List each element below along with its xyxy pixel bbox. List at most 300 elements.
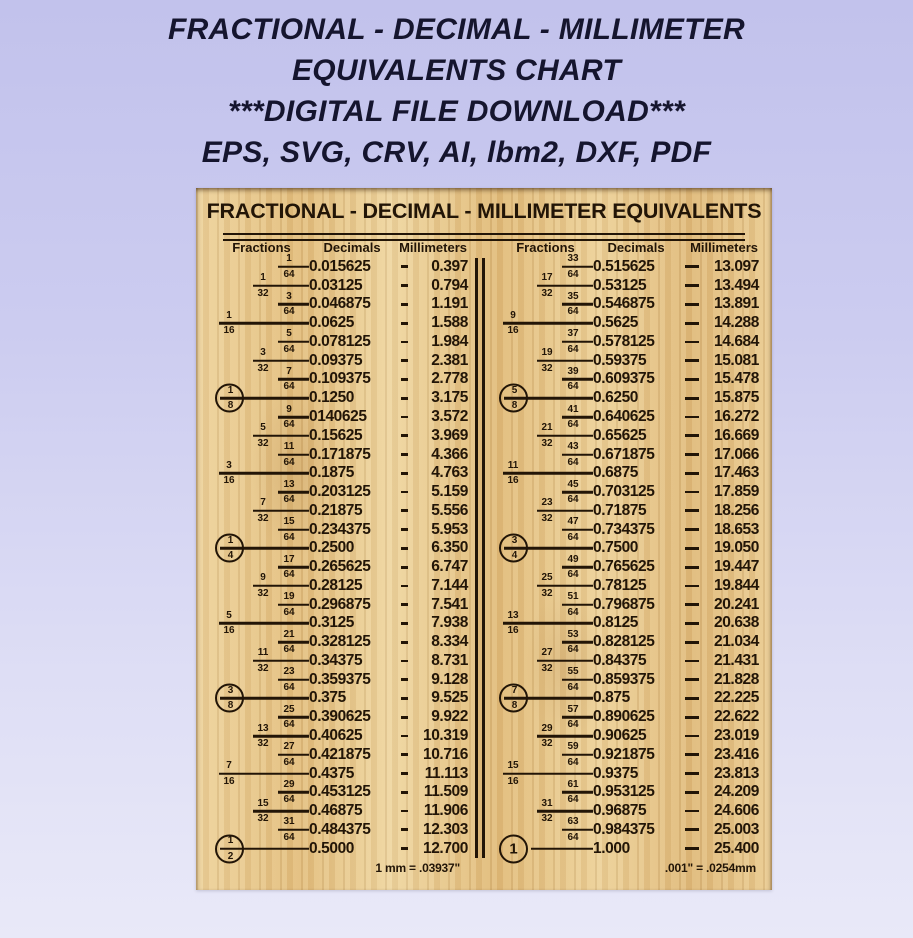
decimal-value: 0.078125 bbox=[309, 332, 371, 350]
mm-value: 17.859 bbox=[713, 483, 759, 501]
leader-dash bbox=[685, 453, 699, 456]
fraction-denominator: 64 bbox=[567, 606, 579, 618]
fraction-numerator: 17 bbox=[541, 272, 553, 284]
decimal-value: 0140625 bbox=[309, 408, 367, 425]
mm-value: 8.731 bbox=[431, 651, 468, 669]
mm-value: 0.397 bbox=[431, 257, 468, 275]
decimal-value: 0.9375 bbox=[593, 764, 639, 782]
fraction-leader-bar bbox=[253, 585, 309, 588]
leader-dash bbox=[401, 753, 408, 756]
fraction-denominator: 32 bbox=[541, 287, 553, 299]
decimal-value: 0.203125 bbox=[309, 483, 371, 501]
mm-value: 5.159 bbox=[431, 483, 468, 501]
fraction-leader-bar bbox=[278, 754, 309, 757]
leader-dash bbox=[401, 378, 408, 381]
decimal-value: 0.703125 bbox=[593, 483, 655, 501]
mm-value: 8.334 bbox=[431, 633, 468, 651]
column-headers bbox=[214, 240, 468, 258]
decimal-value: 0.5000 bbox=[309, 839, 355, 857]
fraction-denominator: 64 bbox=[283, 306, 295, 318]
fraction-leader-bar bbox=[562, 528, 593, 531]
mm-value: 20.638 bbox=[713, 614, 759, 632]
leader-dash bbox=[401, 585, 408, 588]
fraction-leader-bar bbox=[253, 735, 309, 738]
mm-value: 3.969 bbox=[431, 426, 468, 444]
leader-dash bbox=[401, 547, 408, 550]
chart-board bbox=[196, 188, 772, 890]
decimal-value: 0.359375 bbox=[309, 670, 371, 688]
decimal-value: 0.65625 bbox=[593, 426, 647, 444]
fraction-numerator: 21 bbox=[541, 422, 553, 434]
fraction-numerator: 57 bbox=[567, 703, 579, 715]
leader-dash bbox=[685, 434, 699, 437]
fraction-numerator: 11 bbox=[283, 441, 295, 453]
leader-dash bbox=[401, 810, 408, 813]
leader-dash bbox=[401, 660, 408, 663]
leader-dash bbox=[401, 472, 408, 475]
decimal-value: 0.921875 bbox=[593, 745, 655, 763]
fraction-numerator: 13 bbox=[507, 609, 519, 621]
decimal-value: 0.578125 bbox=[593, 332, 655, 350]
decimal-value: 0.1875 bbox=[309, 464, 355, 482]
decimal-value: 0.484375 bbox=[309, 820, 371, 838]
leader-dash bbox=[401, 716, 408, 719]
fraction-denominator: 32 bbox=[257, 512, 269, 524]
fraction-numerator: 9 bbox=[260, 572, 266, 584]
mm-value: 2.778 bbox=[431, 370, 468, 388]
leader-dash bbox=[685, 622, 699, 625]
fraction-leader-bar bbox=[278, 641, 309, 644]
leader-dash bbox=[685, 265, 699, 268]
fraction-numerator: 1 bbox=[226, 309, 232, 321]
leader-dash bbox=[401, 603, 408, 606]
fraction-numerator: 51 bbox=[567, 591, 579, 603]
leader-dash bbox=[401, 303, 408, 306]
leader-dash bbox=[685, 603, 699, 606]
fraction-numerator: 5 bbox=[511, 384, 518, 396]
decimal-value: 0.671875 bbox=[593, 445, 655, 463]
fraction-numerator: 7 bbox=[511, 685, 518, 696]
column-header-millimeters: Millimeters bbox=[690, 240, 758, 255]
fraction-denominator: 64 bbox=[567, 268, 579, 280]
mm-value: 5.556 bbox=[431, 501, 468, 519]
decimal-value: 0.2500 bbox=[309, 539, 355, 557]
listing-title-line3: ***DIGITAL FILE DOWNLOAD*** bbox=[227, 95, 685, 128]
fraction-denominator: 16 bbox=[223, 775, 235, 787]
fraction-numerator: 43 bbox=[567, 441, 579, 453]
mm-value: 17.463 bbox=[713, 464, 759, 482]
leader-dash bbox=[401, 735, 408, 738]
fraction-numerator: 19 bbox=[541, 347, 553, 359]
fraction-numerator: 1 bbox=[227, 835, 234, 847]
decimal-value: 0.3125 bbox=[309, 614, 355, 632]
whole-number-circle: 1 bbox=[499, 834, 528, 863]
fraction-denominator: 32 bbox=[257, 287, 269, 299]
fraction-leader-bar bbox=[253, 284, 309, 287]
decimal-value: 0.8125 bbox=[593, 614, 639, 632]
fraction-leader-bar bbox=[562, 829, 593, 832]
decimal-value: 0.453125 bbox=[309, 783, 371, 801]
fraction-denominator: 32 bbox=[541, 437, 553, 449]
fraction-numerator: 15 bbox=[283, 516, 295, 528]
fraction-leader-bar bbox=[537, 510, 593, 513]
listing-title-line4: EPS, SVG, CRV, AI, lbm2, DXF, PDF bbox=[201, 136, 712, 169]
fraction-numerator: 25 bbox=[283, 703, 295, 715]
fraction-numerator: 3 bbox=[260, 347, 266, 359]
mm-value: 15.478 bbox=[713, 370, 759, 388]
leader-dash bbox=[685, 660, 699, 663]
fraction-denominator: 64 bbox=[567, 569, 579, 581]
fraction-leader-bar bbox=[278, 266, 309, 269]
fraction-leader-bar bbox=[537, 735, 593, 738]
fraction-leader-bar bbox=[278, 791, 309, 794]
decimal-value: 0.609375 bbox=[593, 370, 655, 388]
leader-dash bbox=[685, 341, 699, 344]
mm-value: 19.844 bbox=[713, 576, 759, 594]
mm-value: 0.794 bbox=[431, 276, 468, 294]
leader-dash bbox=[685, 547, 699, 550]
fraction-leader-bar bbox=[537, 284, 593, 287]
fraction-leader-bar bbox=[278, 716, 309, 719]
leader-dash bbox=[685, 491, 699, 494]
fraction-denominator: 16 bbox=[507, 625, 519, 637]
fraction-leader-bar bbox=[253, 810, 309, 813]
fraction-numerator: 7 bbox=[286, 365, 292, 377]
fraction-leader-bar bbox=[562, 716, 593, 719]
mm-value: 21.431 bbox=[713, 651, 759, 669]
fraction-numerator: 53 bbox=[567, 628, 579, 640]
fraction-numerator: 3 bbox=[286, 290, 292, 302]
mm-value: 6.350 bbox=[431, 539, 468, 557]
leader-dash bbox=[401, 434, 408, 437]
mm-value: 23.813 bbox=[713, 764, 759, 782]
leader-dash bbox=[685, 678, 699, 681]
fraction-numerator: 11 bbox=[507, 459, 519, 471]
fraction-denominator: 64 bbox=[283, 794, 295, 806]
fraction-numerator: 3 bbox=[226, 459, 232, 471]
decimal-value: 0.53125 bbox=[593, 276, 647, 294]
leader-dash bbox=[685, 735, 699, 738]
leader-dash bbox=[685, 772, 699, 775]
fraction-denominator: 64 bbox=[567, 456, 579, 468]
fraction-leader-bar bbox=[278, 453, 309, 456]
decimal-value: 0.328125 bbox=[309, 633, 371, 651]
mm-value: 7.541 bbox=[431, 595, 468, 613]
decimal-value: 0.21875 bbox=[309, 501, 363, 519]
fraction-denominator: 8 bbox=[227, 700, 234, 712]
column-header-decimals: Decimals bbox=[607, 240, 665, 255]
fraction-denominator: 16 bbox=[223, 475, 235, 487]
fraction-leader-bar bbox=[253, 660, 309, 663]
fraction-denominator: 64 bbox=[283, 456, 295, 468]
leader-dash bbox=[685, 322, 699, 325]
fraction-numerator: 19 bbox=[283, 591, 295, 603]
listing-title-line2: EQUIVALENTS CHART bbox=[291, 54, 621, 87]
decimal-value: 0.40625 bbox=[309, 727, 363, 745]
mm-value: 23.019 bbox=[713, 727, 759, 745]
fraction-leader-bar bbox=[278, 829, 309, 832]
decimal-value: 0.015625 bbox=[309, 257, 371, 275]
mm-value: 4.366 bbox=[431, 445, 468, 463]
mm-value: 14.684 bbox=[713, 332, 759, 350]
mm-value: 16.669 bbox=[713, 426, 759, 444]
column-headers bbox=[498, 240, 759, 258]
fraction-numerator: 9 bbox=[286, 403, 292, 415]
fraction-denominator: 16 bbox=[507, 475, 519, 487]
fraction-leader-bar bbox=[562, 303, 593, 306]
mm-value: 15.081 bbox=[713, 351, 759, 369]
fraction-numerator: 7 bbox=[260, 497, 266, 509]
fraction-numerator: 1 bbox=[227, 534, 234, 546]
fraction-leader-bar bbox=[503, 472, 593, 475]
leader-dash bbox=[685, 566, 699, 569]
fraction-denominator: 32 bbox=[541, 512, 553, 524]
fraction-leader-bar bbox=[562, 566, 593, 569]
decimal-value: 0.234375 bbox=[309, 520, 371, 538]
fraction-denominator: 64 bbox=[283, 419, 295, 430]
fraction-numerator: 23 bbox=[541, 497, 553, 509]
decimal-value: 0.109375 bbox=[309, 370, 371, 388]
fraction-denominator: 16 bbox=[507, 775, 519, 787]
fraction-denominator: 32 bbox=[541, 813, 553, 825]
fraction-denominator: 8 bbox=[511, 700, 518, 712]
mm-value: 12.700 bbox=[422, 839, 468, 857]
fraction-leader-bar bbox=[562, 791, 593, 794]
fraction-denominator: 8 bbox=[227, 400, 234, 412]
fraction-numerator: 63 bbox=[567, 816, 579, 828]
decimal-value: 0.15625 bbox=[309, 426, 363, 444]
mm-value: 14.288 bbox=[713, 314, 759, 332]
fraction-numerator: 15 bbox=[507, 760, 519, 772]
fraction-numerator: 9 bbox=[510, 309, 516, 321]
left-table bbox=[214, 240, 468, 862]
fraction-denominator: 64 bbox=[283, 494, 295, 506]
leader-dash bbox=[401, 397, 408, 400]
mm-value: 12.303 bbox=[422, 820, 468, 838]
fraction-leader-bar bbox=[503, 772, 593, 775]
mm-value: 13.891 bbox=[713, 295, 759, 313]
decimal-value: 0.859375 bbox=[593, 670, 655, 688]
leader-dash bbox=[401, 265, 408, 268]
fraction-denominator: 64 bbox=[567, 719, 579, 731]
column-header-fractions: Fractions bbox=[232, 240, 291, 255]
fraction-denominator: 64 bbox=[567, 831, 579, 843]
fraction-denominator: 64 bbox=[283, 569, 295, 581]
leader-dash bbox=[685, 359, 699, 362]
fraction-leader-bar bbox=[278, 378, 309, 381]
decimal-value: 0.6250 bbox=[593, 389, 639, 407]
leader-dash bbox=[685, 641, 699, 644]
leader-dash bbox=[401, 828, 408, 831]
decimal-value: 0.78125 bbox=[593, 576, 647, 594]
fraction-numerator: 3 bbox=[227, 685, 234, 696]
decimal-value: 1.000 bbox=[593, 839, 630, 857]
leader-dash bbox=[401, 509, 408, 512]
fraction-numerator: 55 bbox=[567, 666, 579, 678]
column-header-decimals: Decimals bbox=[323, 240, 381, 255]
mm-value: 22.225 bbox=[713, 689, 759, 707]
mm-value: 24.606 bbox=[713, 802, 759, 820]
fraction-denominator: 32 bbox=[541, 662, 553, 674]
mm-value: 18.653 bbox=[713, 520, 759, 538]
fraction-numerator: 33 bbox=[567, 253, 579, 265]
fraction-denominator: 32 bbox=[257, 362, 269, 374]
fraction-leader-bar bbox=[531, 847, 593, 850]
fraction-denominator: 32 bbox=[541, 738, 553, 750]
mm-value: 3.175 bbox=[431, 389, 468, 407]
mm-value: 7.938 bbox=[431, 614, 468, 632]
mm-value: 24.209 bbox=[713, 783, 759, 801]
fraction-denominator: 32 bbox=[541, 362, 553, 374]
fraction-denominator: 16 bbox=[223, 325, 235, 337]
leader-dash bbox=[401, 847, 408, 850]
leader-dash bbox=[401, 772, 408, 775]
leader-dash bbox=[401, 566, 408, 569]
decimal-value: 0.90625 bbox=[593, 727, 647, 745]
leader-dash bbox=[401, 341, 408, 344]
mm-value: 17.066 bbox=[713, 445, 759, 463]
decimal-value: 0.171875 bbox=[309, 445, 371, 463]
fraction-leader-bar bbox=[278, 491, 309, 494]
mm-value: 6.747 bbox=[431, 558, 468, 576]
fraction-numerator: 61 bbox=[567, 778, 579, 790]
mm-value: 2.381 bbox=[431, 351, 468, 369]
leader-dash bbox=[685, 284, 699, 287]
decimal-value: 0.390625 bbox=[309, 708, 371, 726]
mm-value: 22.622 bbox=[713, 708, 759, 726]
leader-dash bbox=[685, 416, 699, 419]
fraction-numerator: 47 bbox=[567, 516, 579, 528]
leader-dash bbox=[401, 641, 408, 644]
fraction-numerator: 27 bbox=[541, 647, 553, 659]
fraction-numerator: 29 bbox=[541, 722, 553, 734]
leader-dash bbox=[685, 828, 699, 831]
mm-value: 11.906 bbox=[423, 802, 468, 820]
mm-value: 5.953 bbox=[431, 520, 468, 538]
leader-dash bbox=[401, 284, 408, 287]
fraction-leader-bar bbox=[278, 303, 309, 306]
decimal-value: 0.546875 bbox=[593, 295, 655, 313]
fraction-leader-bar bbox=[562, 341, 593, 344]
fraction-leader-bar bbox=[278, 566, 309, 569]
mm-value: 7.144 bbox=[431, 576, 468, 594]
board-title: FRACTIONAL - DECIMAL - MILLIMETER EQUIVALENTS bbox=[206, 199, 762, 223]
fraction-numerator: 1 bbox=[227, 384, 234, 396]
center-double-divider bbox=[475, 258, 485, 858]
fraction-denominator: 32 bbox=[257, 437, 269, 449]
fraction-denominator: 64 bbox=[283, 381, 295, 393]
mm-value: 15.875 bbox=[713, 389, 759, 407]
fraction-denominator: 64 bbox=[567, 644, 579, 656]
fraction-leader-bar bbox=[278, 416, 309, 419]
mm-value: 1.191 bbox=[431, 295, 468, 313]
fraction-leader-bar bbox=[537, 660, 593, 663]
fraction-numerator: 39 bbox=[567, 365, 579, 377]
decimal-value: 0.5625 bbox=[593, 314, 639, 332]
fraction-leader-bar bbox=[278, 678, 309, 681]
fraction-leader-bar bbox=[562, 641, 593, 644]
decimal-value: 0.71875 bbox=[593, 501, 647, 519]
fraction-denominator: 64 bbox=[283, 268, 295, 280]
decimal-value: 0.7500 bbox=[593, 539, 639, 557]
mm-value: 13.097 bbox=[713, 257, 759, 275]
mm-value: 25.003 bbox=[713, 820, 759, 838]
fraction-leader-bar bbox=[219, 772, 309, 775]
fraction-denominator: 16 bbox=[507, 325, 519, 337]
fraction-leader-bar bbox=[278, 341, 309, 344]
decimal-value: 0.4375 bbox=[309, 764, 355, 782]
fraction-denominator: 64 bbox=[567, 343, 579, 355]
leader-dash bbox=[685, 810, 699, 813]
fraction-numerator: 5 bbox=[260, 422, 266, 434]
fraction-leader-bar bbox=[537, 585, 593, 588]
decimal-value: 0.34375 bbox=[309, 651, 363, 669]
leader-dash bbox=[685, 697, 699, 700]
leader-dash bbox=[401, 791, 408, 794]
mm-value: 11.113 bbox=[424, 764, 468, 782]
fraction-denominator: 64 bbox=[567, 681, 579, 693]
fraction-numerator: 31 bbox=[541, 797, 553, 809]
fraction-denominator: 64 bbox=[567, 794, 579, 806]
decimal-value: 0.96875 bbox=[593, 802, 647, 820]
fraction-leader-bar bbox=[253, 510, 309, 513]
leader-dash bbox=[401, 678, 408, 681]
fraction-numerator: 37 bbox=[567, 328, 579, 340]
decimal-value: 0.796875 bbox=[593, 595, 655, 613]
fraction-numerator: 25 bbox=[541, 572, 553, 584]
fraction-numerator: 59 bbox=[567, 741, 579, 753]
decimal-value: 0.765625 bbox=[593, 558, 655, 576]
fraction-leader-bar bbox=[562, 416, 593, 419]
mm-value: 4.763 bbox=[431, 464, 468, 482]
fraction-leader-bar bbox=[503, 622, 593, 625]
mm-value: 9.922 bbox=[431, 708, 468, 726]
fraction-leader-bar bbox=[253, 359, 309, 362]
fraction-denominator: 64 bbox=[283, 343, 295, 355]
fraction-denominator: 64 bbox=[283, 756, 295, 768]
fraction-numerator: 31 bbox=[283, 816, 295, 828]
fraction-denominator: 4 bbox=[227, 550, 234, 562]
fraction-denominator: 64 bbox=[567, 756, 579, 768]
fraction-denominator: 32 bbox=[257, 587, 269, 599]
fraction-leader-bar bbox=[562, 378, 593, 381]
decimal-value: 0.984375 bbox=[593, 820, 655, 838]
column-header-millimeters: Millimeters bbox=[399, 240, 467, 255]
decimal-value: 0.515625 bbox=[593, 257, 655, 275]
mm-value: 23.416 bbox=[713, 745, 759, 763]
decimal-value: 0.296875 bbox=[309, 595, 371, 613]
fraction-numerator: 49 bbox=[567, 553, 579, 565]
decimal-value: 0.734375 bbox=[593, 520, 655, 538]
mm-value: 25.400 bbox=[713, 839, 759, 857]
decimal-value: 0.375 bbox=[309, 689, 346, 707]
decimal-value: 0.03125 bbox=[309, 276, 363, 294]
leader-dash bbox=[401, 416, 408, 419]
fraction-leader-bar bbox=[562, 603, 593, 606]
right-table bbox=[498, 240, 759, 858]
fraction-numerator: 21 bbox=[283, 628, 295, 640]
mm-value: 21.034 bbox=[713, 633, 759, 651]
decimal-value: 0.265625 bbox=[309, 558, 371, 576]
mm-value: 21.828 bbox=[713, 670, 759, 688]
decimal-value: 0.84375 bbox=[593, 651, 647, 669]
leader-dash bbox=[685, 303, 699, 306]
fraction-denominator: 64 bbox=[283, 831, 295, 843]
footnote-inch-to-mm: .001" = .0254mm bbox=[664, 861, 756, 875]
leader-dash bbox=[685, 847, 699, 850]
decimal-value: 0.828125 bbox=[593, 633, 655, 651]
fraction-leader-bar bbox=[503, 322, 593, 325]
